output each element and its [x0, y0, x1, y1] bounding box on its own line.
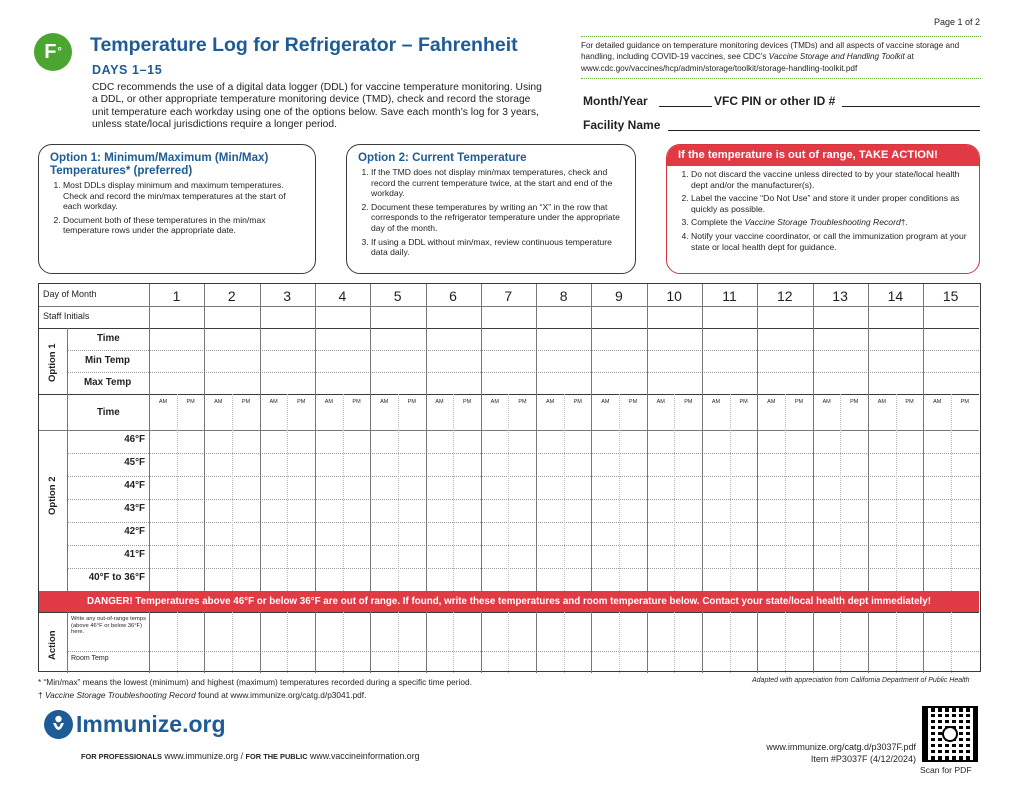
option2-row-label: Option 2 [47, 476, 58, 515]
pm-label: PM [850, 399, 859, 405]
pdf-url-link[interactable]: www.immunize.org/catg.d/p3037F.pdf [766, 742, 916, 752]
vfc-pin-field[interactable] [842, 106, 980, 107]
grid-row-line [39, 328, 979, 329]
footnote-record-title: Vaccine Storage Troubleshooting Record [44, 690, 196, 700]
guidance-note [581, 36, 981, 79]
grid-column-line [813, 284, 814, 591]
option1-heading: Option 1: Minimum/Maximum (Min/Max) Temperatures* (preferred) [50, 151, 269, 177]
grid-column-line [177, 394, 178, 591]
qr-center-logo-icon [942, 726, 958, 742]
pm-label: PM [684, 399, 693, 405]
grid-row-line [39, 306, 979, 307]
am-label: AM [158, 399, 168, 405]
grid-column-line [923, 284, 924, 591]
take-action-item3-after: †. [900, 217, 908, 228]
option2-item: 1. If the TMD does not display min/max temperatures, check and record the current temperature twice, at the start and end of the workday. [371, 167, 625, 199]
footnote-troubleshooting [38, 690, 366, 700]
grid-column-line [591, 284, 592, 591]
footnote-dagger: † [38, 690, 43, 700]
grid-column-line [149, 284, 150, 673]
grid-column-line [260, 612, 261, 673]
grid-column-line [343, 612, 344, 673]
pm-label: PM [518, 399, 527, 405]
option1-row-label: Option 1 [47, 343, 58, 382]
am-label: AM [545, 399, 555, 405]
footer-links [81, 751, 420, 761]
pm-label: PM [905, 399, 914, 405]
day-of-month-label: Day of Month [43, 289, 97, 299]
am-label: AM [435, 399, 444, 405]
am-label: AM [656, 399, 665, 405]
grid-column-line [923, 612, 924, 673]
grid-column-line [813, 612, 814, 673]
grid-column-line [785, 612, 786, 673]
grid-column-line [177, 612, 178, 673]
grid-column-line [426, 284, 427, 591]
am-label: AM [711, 399, 721, 405]
adapted-credit: Adapted with appreciation from California Department of Public Health [752, 677, 970, 684]
grid-column-line [896, 612, 897, 673]
grid-column-line [840, 394, 841, 591]
day-number: 9 [614, 288, 623, 304]
option1-box [38, 144, 316, 274]
option2-box [346, 144, 636, 274]
grid-column-line [315, 284, 316, 591]
grid-column-line [564, 612, 565, 673]
grid-column-line [232, 612, 233, 673]
vfc-pin-label: VFC PIN or other ID # [714, 94, 836, 108]
grid-column-line [67, 328, 68, 591]
pm-label: PM [794, 399, 804, 405]
grid-column-line [536, 284, 537, 591]
grid-column-line [453, 394, 454, 591]
grid-column-line [398, 612, 399, 673]
day-number: 6 [449, 288, 457, 304]
temperature-row-label: 40°F to 36°F [88, 572, 145, 583]
qr-code-icon[interactable] [922, 706, 978, 762]
danger-banner: DANGER! Temperatures above 46°F or below 36°F are out of range. If found, write these temperatures and room temperature below. Contact your state/local health dept immediately! [39, 591, 979, 612]
pros-url-link[interactable]: www.immunize.org [164, 751, 239, 761]
footnote-record-url: found at www.immunize.org/catg.d/p3041.pdf. [195, 690, 367, 700]
grid-column-line [536, 612, 537, 673]
grid-column-line [647, 612, 648, 673]
take-action-item [691, 217, 969, 228]
grid-column-line [730, 612, 731, 673]
day-number: 15 [942, 288, 959, 304]
temperature-log-table [38, 283, 981, 672]
am-label: AM [767, 399, 776, 405]
grid-column-line [674, 612, 675, 673]
grid-column-line [647, 284, 648, 591]
grid-column-line [619, 394, 620, 591]
day-number: 12 [777, 288, 793, 304]
grid-column-line [702, 612, 703, 673]
grid-column-line [564, 394, 565, 591]
qr-caption: Scan for PDF [920, 765, 972, 775]
page-subtitle: DAYS 1–15 [92, 63, 163, 77]
take-action-item3-before: Complete the [691, 217, 745, 228]
guidance-text-after: at www.cdc.gov/vaccines/hcp/admin/storage/toolkit/storage-handling-toolkit.pdf [581, 52, 914, 73]
facility-name-label: Facility Name [583, 118, 661, 132]
option2-heading: Option 2: Current Temperature [358, 151, 527, 164]
troubleshooting-record-title: Vaccine Storage Troubleshooting Record [744, 217, 901, 228]
option2-item: 2. Document these temperatures by writing an “X” in the row that corresponds to the refrigerator temperature under the appropriate day of the month. [371, 202, 625, 234]
day-number: 4 [338, 288, 347, 304]
room-temp-label: Room Temp [71, 655, 109, 662]
month-year-field[interactable] [659, 106, 712, 107]
grid-column-line [481, 284, 482, 591]
pm-label: PM [960, 399, 969, 405]
grid-column-line [204, 284, 205, 591]
temperature-row-label: 46°F [124, 434, 145, 445]
day-number: 13 [832, 288, 848, 304]
option2-time-label: Time [97, 407, 120, 418]
grid-column-line [343, 394, 344, 591]
grid-column-line [508, 394, 509, 591]
grid-column-line [868, 612, 869, 673]
day-number: 5 [393, 288, 402, 304]
action-row-label: Action [47, 630, 58, 660]
grid-column-line [481, 612, 482, 673]
out-of-range-instructions: Write any out-of-range temps (above 46°F or below 36°F) here. [71, 616, 146, 636]
option1-max-temp-label: Max Temp [84, 377, 132, 388]
pm-label: PM [241, 399, 251, 405]
am-label: AM [877, 399, 887, 405]
day-number: 11 [722, 288, 737, 304]
guidance-text-before: For detailed guidance on temperature monitoring devices (TMDs) and all aspects of vaccine storage and handling, including COVID-19 vaccines, see CDC’s [581, 41, 960, 62]
link-separator: / [240, 751, 244, 761]
temperature-row-label: 43°F [124, 503, 145, 514]
fahrenheit-badge-icon [34, 33, 72, 71]
option1-item: 2. Document both of these temperatures in the min/max temperature rows under the appropriate date. [63, 215, 305, 236]
pm-label: PM [186, 399, 195, 405]
grid-column-line [315, 612, 316, 673]
take-action-item: 4. Notify your vaccine coordinator, or call the immunization program at your state or local health dept for guidance. [691, 231, 969, 252]
grid-column-line [287, 394, 288, 591]
grid-column-line [951, 394, 952, 591]
grid-column-line [370, 284, 371, 591]
am-label: AM [269, 399, 278, 405]
am-label: AM [214, 399, 223, 405]
grid-column-line [840, 612, 841, 673]
take-action-item: 2. Label the vaccine “Do Not Use” and store it under proper conditions as quickly as possible. [691, 193, 969, 214]
grid-column-line [868, 284, 869, 591]
pm-label: PM [297, 399, 306, 405]
grid-column-line [896, 394, 897, 591]
grid-column-line [260, 284, 261, 591]
am-label: AM [601, 399, 610, 405]
page-title: Temperature Log for Refrigerator – Fahrenheit [90, 34, 518, 56]
grid-column-line [730, 394, 731, 591]
grid-column-line [785, 394, 786, 591]
day-number: 7 [504, 288, 513, 304]
staff-initials-label: Staff Initials [43, 311, 90, 321]
take-action-item: 1. Do not discard the vaccine unless directed to by your state/local health dept and/or the manufacturer(s). [691, 169, 969, 190]
grid-column-line [232, 394, 233, 591]
grid-column-line [426, 612, 427, 673]
footnote-min-max: * “Min/max” means the lowest (minimum) and highest (maximum) temperatures recorded during a specific time period. [38, 677, 472, 687]
grid-column-line [757, 612, 758, 673]
badge-degree: ° [57, 46, 62, 58]
month-year-label: Month/Year [583, 94, 648, 108]
temperature-row-label: 42°F [124, 526, 145, 537]
guidance-toolkit-title: Vaccine Storage and Handling Toolkit [768, 52, 905, 62]
grid-column-line [370, 612, 371, 673]
am-label: AM [380, 399, 389, 405]
item-number: Item #P3037F (4/12/2024) [810, 754, 916, 764]
pdf-info [745, 741, 916, 765]
grid-column-line [702, 284, 703, 591]
day-number: 1 [172, 288, 181, 304]
grid-column-line [508, 612, 509, 673]
pm-label: PM [628, 399, 638, 405]
public-label: FOR THE PUBLIC [245, 752, 308, 761]
immunize-mark-icon [44, 710, 73, 739]
take-action-box [666, 144, 980, 274]
day-number: 8 [559, 288, 568, 304]
pm-label: PM [573, 399, 582, 405]
day-number: 14 [887, 288, 904, 304]
grid-column-line [67, 612, 68, 673]
pm-label: PM [407, 399, 416, 405]
immunize-brand-name: Immunize.org [76, 711, 226, 737]
page-number: Page 1 of 2 [934, 17, 981, 27]
grid-column-line [619, 612, 620, 673]
option1-min-temp-label: Min Temp [85, 355, 130, 366]
public-url-link[interactable]: www.vaccineinformation.org [310, 751, 420, 761]
am-label: AM [933, 399, 942, 405]
intro-paragraph: CDC recommends the use of a digital data logger (DDL) for vaccine temperature monitoring. Using a DDL, or other appropriate temperature monitoring device (TMD), check and record the storage unit temperature each workday using one of the options below. Save each month’s log for 3 years, unless state/local jurisdictions require a longer period. [92, 82, 542, 130]
badge-letter: F [44, 40, 57, 63]
pm-label: PM [739, 399, 748, 405]
facility-name-field[interactable] [668, 130, 980, 131]
option2-item: 3. If using a DDL without min/max, review continuous temperature data daily. [371, 237, 625, 258]
pm-label: PM [463, 399, 472, 405]
grid-column-line [398, 394, 399, 591]
temperature-row-label: 44°F [124, 480, 145, 491]
day-number: 3 [283, 288, 291, 304]
take-action-heading: If the temperature is out of range, TAKE ACTION! [667, 145, 979, 166]
grid-column-line [204, 612, 205, 673]
option1-item: 1. Most DDLs display minimum and maximum temperatures. Check and record the min/max temperatures at the start of each workday. [63, 180, 305, 212]
grid-column-line [287, 612, 288, 673]
grid-column-line [591, 612, 592, 673]
grid-column-line [757, 284, 758, 591]
am-label: AM [324, 399, 334, 405]
temperature-row-label: 41°F [124, 549, 145, 560]
day-number: 2 [227, 288, 236, 304]
grid-column-line [453, 612, 454, 673]
am-label: AM [822, 399, 831, 405]
immunize-logo [44, 710, 226, 739]
grid-column-line [674, 394, 675, 591]
temperature-row-label: 45°F [124, 457, 145, 468]
am-label: AM [490, 399, 499, 405]
pm-label: PM [352, 399, 361, 405]
pros-label: FOR PROFESSIONALS [81, 752, 162, 761]
day-number: 10 [666, 288, 682, 304]
grid-column-line [951, 612, 952, 673]
option1-time-label: Time [97, 333, 120, 344]
